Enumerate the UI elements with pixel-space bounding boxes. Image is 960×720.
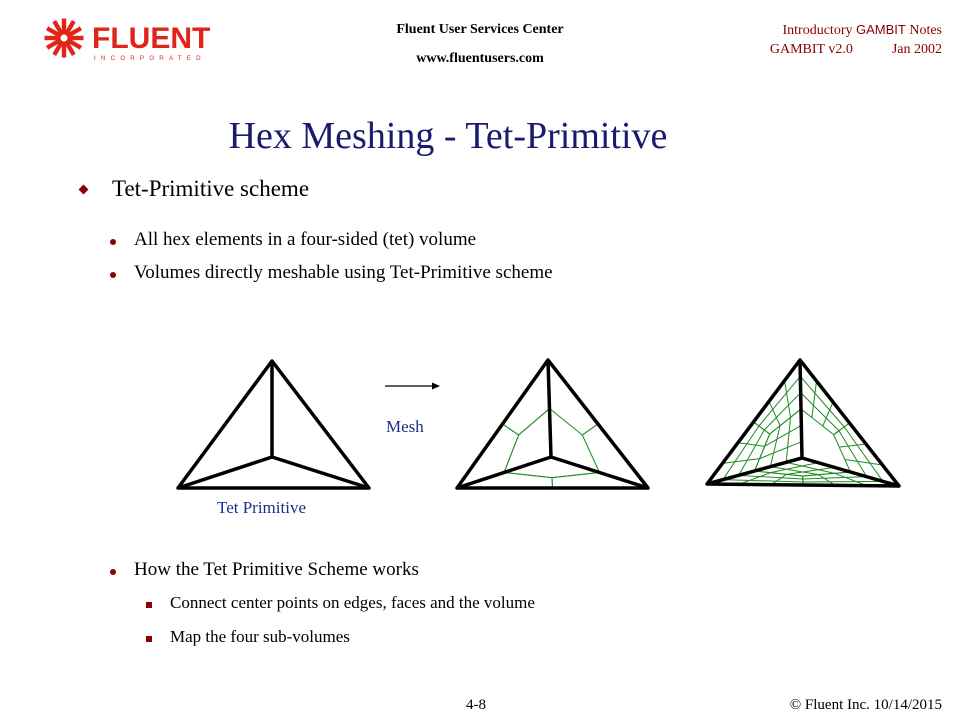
bullet-step-1: Connect center points on edges, faces and the volume	[170, 593, 535, 612]
caption-tet-primitive: Tet Primitive	[217, 498, 306, 517]
bullet-dot-icon	[110, 569, 116, 575]
bullet-scheme: Tet-Primitive scheme	[112, 176, 310, 201]
page-number: 4-8	[466, 697, 486, 713]
header-url: www.fluentusers.com	[416, 51, 544, 66]
header-version: GAMBIT v2.0	[769, 42, 853, 57]
bullet-square-icon	[146, 602, 152, 608]
notes-suffix: Notes	[909, 23, 942, 38]
bullet-point-2: Volumes directly meshable using Tet-Primitive scheme	[134, 262, 553, 283]
coarse-mesh-figure	[457, 360, 648, 488]
bullet-square-icon	[146, 636, 152, 642]
bullet-point-1: All hex elements in a four-sided (tet) volume	[134, 229, 477, 250]
bullet-step-2: Map the four sub-volumes	[170, 627, 350, 646]
bullet-how: How the Tet Primitive Scheme works	[134, 559, 419, 580]
tet-primitive-figures	[0, 340, 960, 510]
tet-primitive-figure	[178, 361, 369, 488]
caption-mesh: Mesh	[386, 417, 424, 436]
header-version-line	[770, 42, 942, 58]
header-notes	[783, 22, 943, 39]
fluent-logo	[40, 14, 220, 66]
header-org: Fluent User Services Center	[396, 22, 564, 37]
fine-mesh-figure	[707, 360, 899, 486]
logo-wordmark: FLUENT	[92, 22, 211, 55]
bullet-dot-icon	[110, 239, 116, 245]
page-title: Hex Meshing - Tet-Primitive	[228, 115, 668, 157]
logo-subtitle: INCORPORATED	[94, 55, 206, 62]
notes-product: GAMBIT	[855, 22, 906, 37]
logo-star-icon	[45, 19, 84, 58]
mesh-arrow-icon	[385, 383, 440, 390]
copyright: © Fluent Inc. 10/14/2015	[789, 697, 942, 713]
header-date: Jan 2002	[891, 42, 942, 57]
bullet-dot-icon	[110, 272, 116, 278]
notes-prefix: Introductory	[782, 23, 853, 38]
bullet-diamond-icon	[79, 185, 89, 195]
